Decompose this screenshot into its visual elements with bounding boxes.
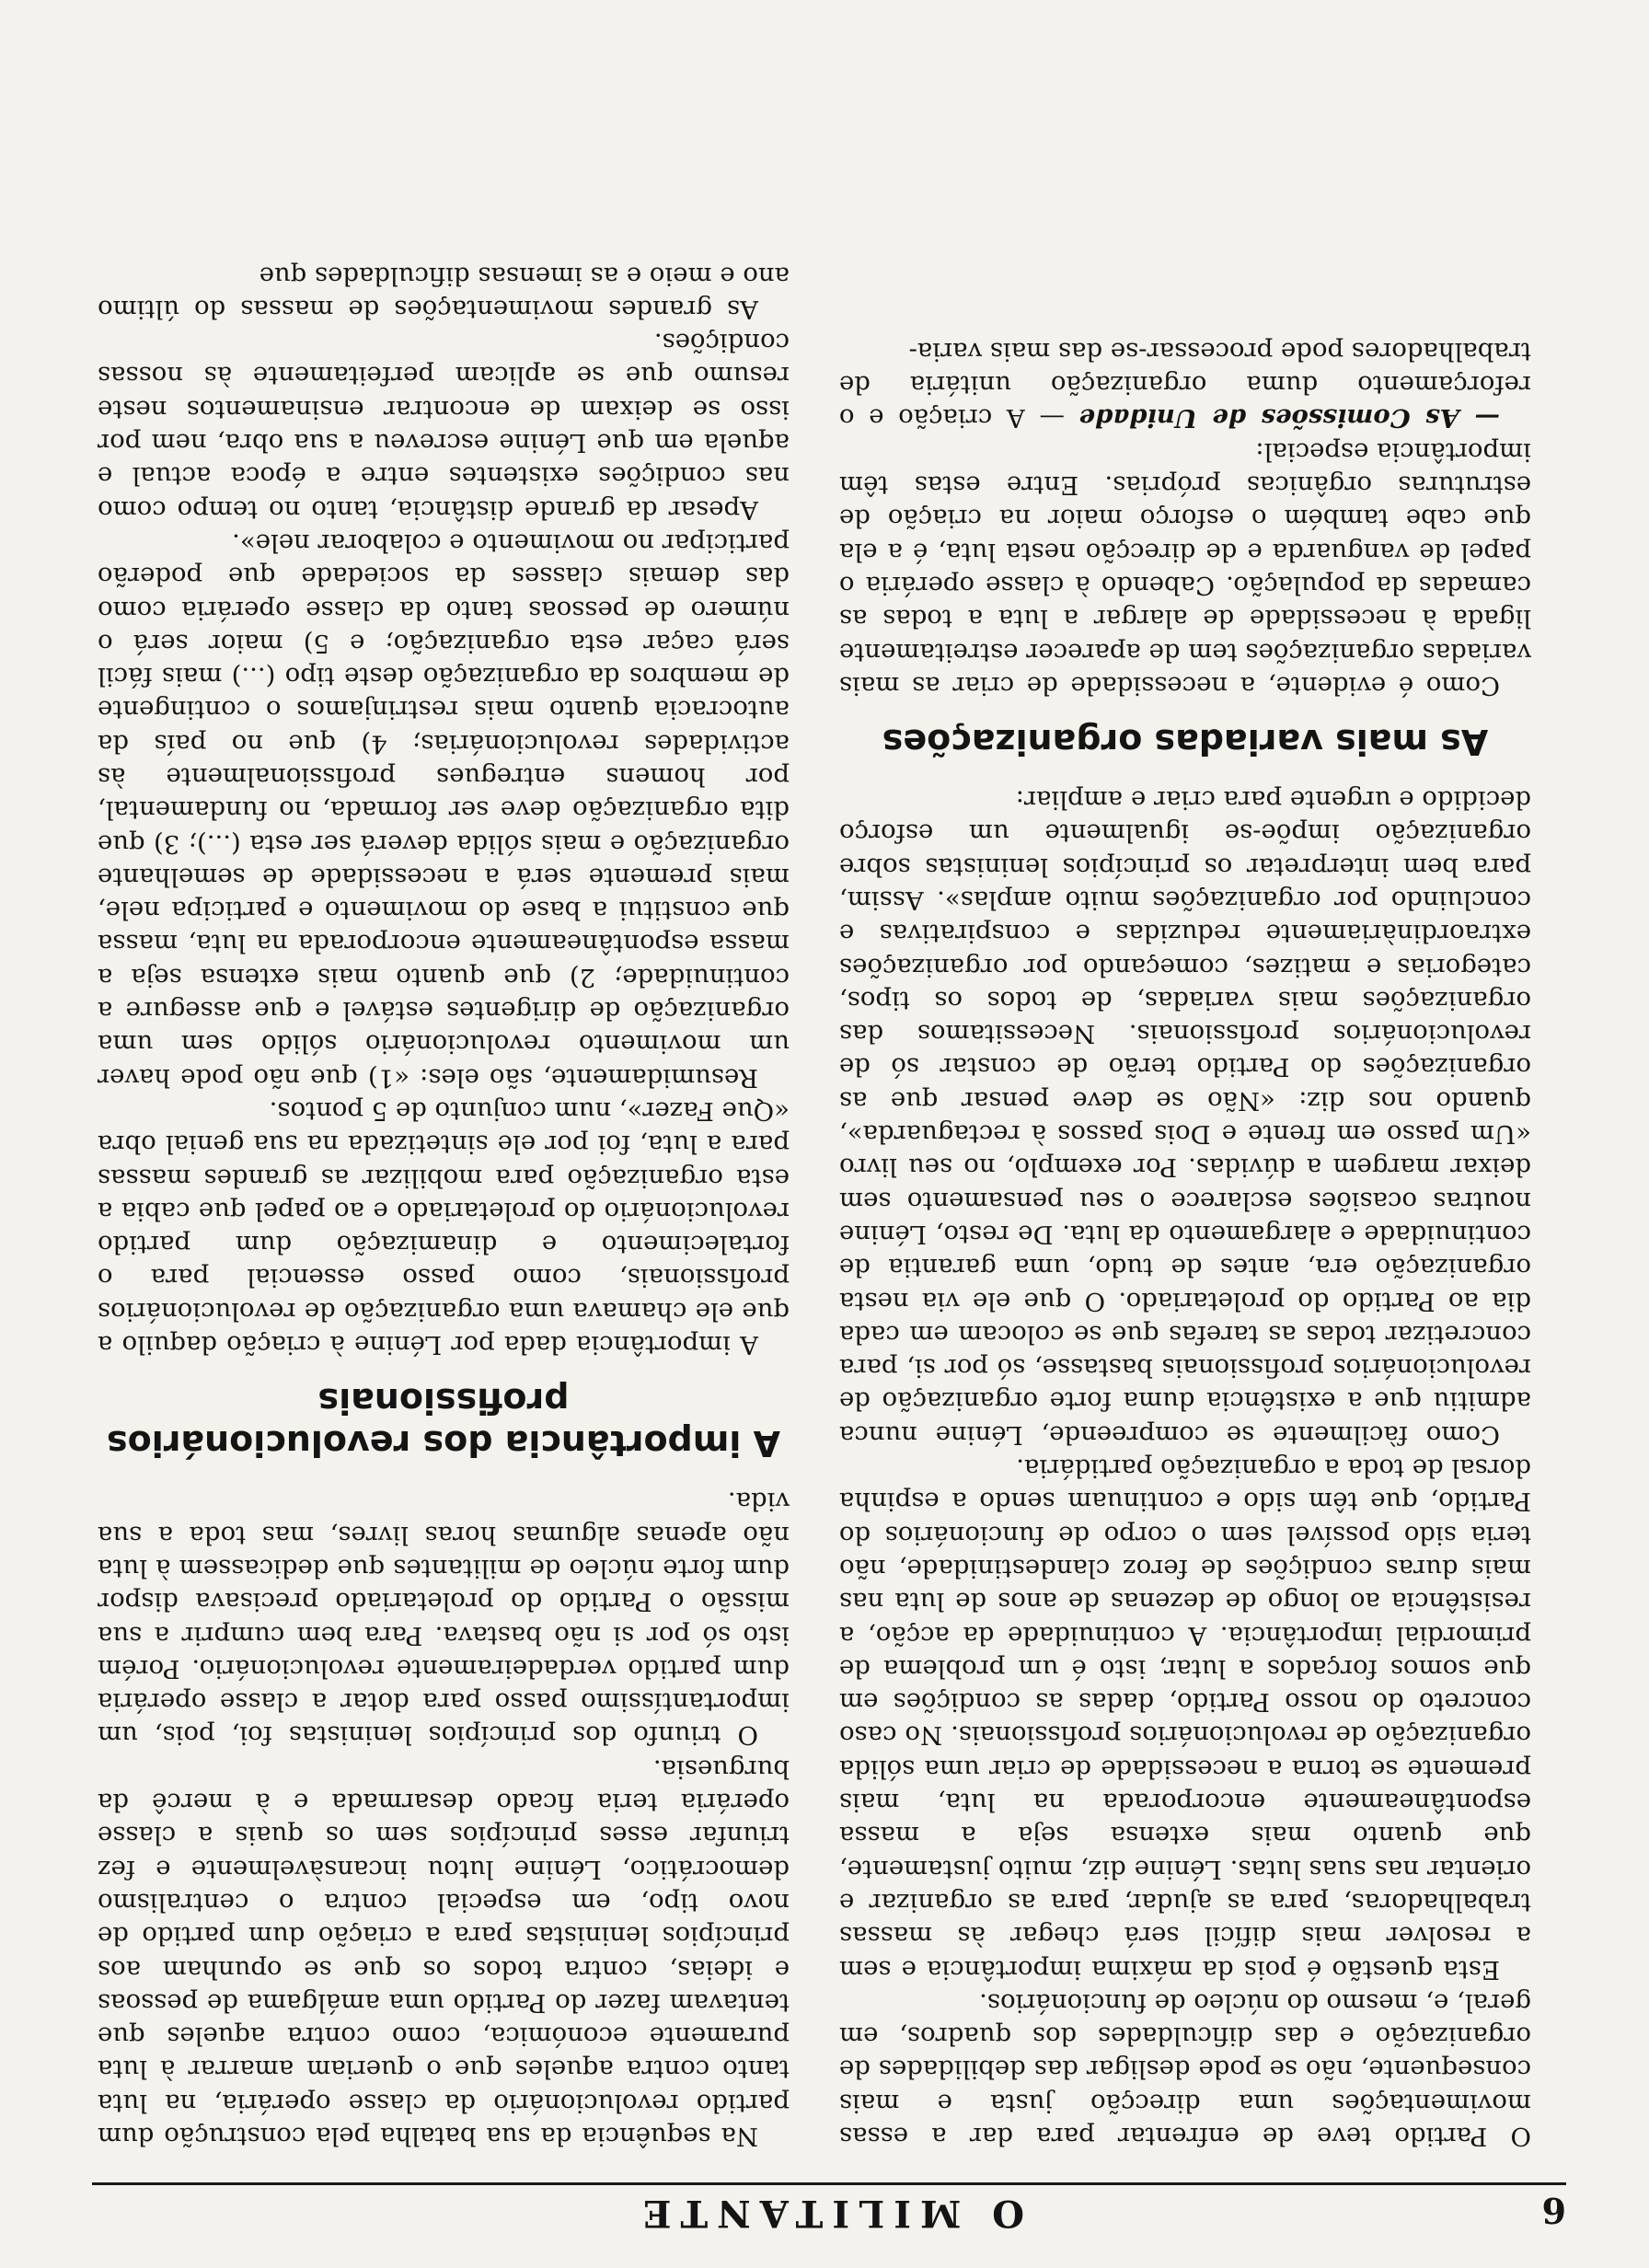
publication-title: O MILITANTE: [633, 2192, 1025, 2235]
paragraph: [839, 335, 1531, 435]
paragraph: Como fàcilmente se compreende, Lénine nunca admitiu que a existência duma forte organização de revolucionários profissionais bastasse, só por si, para concretizar todas as tarefas que se colocam em cada dia ao Partido do proletariado. O que ele via nesta organização era, antes de tudo, uma garantia de continuidade e alargamento da luta. De resto, Lénine noutras ocasiões esclarece o seu pensamento sem deixar margem a dúvidas. Por exemplo, no seu livro «Um passo em frente e Dois passos à rectaguarda», quando nos diz: «Não se deve pensar que as organizações do Partido terão de constar só de revolucionários profissionais. Necessitamos das organizações mais variadas, de todos os tipos, categorias e matizes, começando por organizações extraordinàriamente reduzidas e conspirativas e concluindo por organizações muito amplas». Assim, para bem interpretar os princípios leninistas sobre organização impõe-se igualmente um esforço decidido e urgente para criar e ampliar:: [839, 785, 1531, 1450]
paragraph: O triunfo dos princípios leninistas foi, pois, um importantíssimo passo para dotar a classe operária dum partido verdadeiramente revolucionário. Porém isto só por si não bastava. Para bem cumprir a sua missão o Partido do proletariado precisava dispor dum forte núcleo de militantes que dedicassem à luta não apenas algumas horas livres, mas toda a sua vida.: [98, 1487, 790, 1751]
paragraph: As grandes movimentações de massas do último ano e meio e as imensas dificuldades que: [98, 260, 790, 324]
page-number: 6: [1541, 2190, 1566, 2231]
paragraph: O Partido teve de enfrentar para dar a essas movimentações uma direcção justa e mais consequente, não se pode desligar das debilidades de organização e das dificuldades dos quadros, em geral, e, mesmo do núcleo de funcionários.: [839, 1987, 1531, 2151]
paragraph: Como é evidente, a necessidade de criar as mais variadas organizações tem de aparecer estreitamente ligada à necessidade de alargar a luta a todas as camadas da população. Cabendo à classe operária o papel de vanguarda e de direcção nesta luta, é a ela que cabe também o esforço maior na criação de estruturas orgânicas próprias. Entre estas têm importância especial:: [839, 436, 1531, 700]
right-column: [98, 259, 790, 2153]
paragraph-text: — A criação e o reforçamento duma organização unitária de trabalhadores pode processar-se das mais varia-: [838, 336, 1531, 434]
paragraph: A importância dada por Lénine à criação daquilo a que ele chamava uma organização de revolucionários profissionais, como passo essencial para o fortalecimento e dinamização dum partido revolucionário do proletariado e ao papel que cabia a esta organização para mobilizar as grandes massas para a luta, foi por ele sintetizada na sua genial obra «Que Fazer», num conjunto de 5 pontos.: [98, 1095, 790, 1360]
running-head: [92, 2182, 1566, 2240]
paragraph: Apesar da grande distância, tanto no tempo como nas condições existentes entre a época actual e aquela em que Lénine escreveu a sua obra, nem por isso se deixam de encontrar ensinamentos neste resumo que se aplicam perfeitamente às nossas condições.: [98, 328, 790, 525]
paragraph: Resumidamente, são eles: «1) que não pode haver um movimento revolucionário sólido sem uma organização de dirigentes estável e que assegure a continuidade; 2) que quanto mais extensa seja a massa espontâneamente encorporada na luta, massa que constitui a base do movimento e participa nele, mais premente será a necessidade de semelhante organização e mais sólida deverá ser esta (...); 3) que dita organização deve ser formada, no fundamental, por homens entregues profissionalmente às actividades revolucionárias; 4) que no país da autocracia quanto mais restrinjamos o contingente de membros da organização deste tipo (...) mais fácil será caçar esta organização; e 5) maior será o número de pessoas tanto da classe operária como das demais classes da sociedade que poderão participar no movimento e colaborar nele».: [98, 527, 790, 1093]
section-heading: As mais variadas organizações: [882, 721, 1489, 762]
subheading-italic: — As Comissões de Unidade: [1078, 403, 1500, 434]
paragraph: Esta questão é pois da máxima importância e sem a resolver mais difícil será chegar às massas trabalhadoras, para as ajudar, para as organizar e orientar nas suas lutas. Lénine diz, muito justamente, que quanto mais extensa seja a massa espontâneamente encorporada na luta, mais premente se torna a necessidade de criar uma sólida organização de revolucionários profissionais. No caso concreto do nosso Partido, dadas as condições em que somos forçados a lutar, isto é um problema de primordial importância. A continuidade da acção, a resistência ao longo de dezenas de anos de luta nas mais duras condições de feroz clandestinidade, não teria sido possível sem o corpo de funcionários do Partido, que têm sido e continuam sendo a espinha dorsal de toda a organização partidária.: [839, 1453, 1531, 1984]
paragraph: Na sequência da sua batalha pela construção dum partido revolucionário da classe operária, na luta tanto contra aqueles que o queriam amarrar à luta puramente económica, como contra aqueles que tentavam fazer do Partido uma amálgama de pessoas e ideias, contra todos os que se opunham aos princípios leninistas para a criação dum partido de novo tipo, em especial contra o centralismo democrático, Lénine lutou incansàvelmente e fez triunfar esses princípios sem os quais a classe operária teria ficado desarmada e à mercê da burguesia.: [98, 1753, 790, 2151]
left-column: [839, 335, 1531, 2153]
section-heading: A importância dos revolucionários profissionais: [106, 1381, 781, 1464]
